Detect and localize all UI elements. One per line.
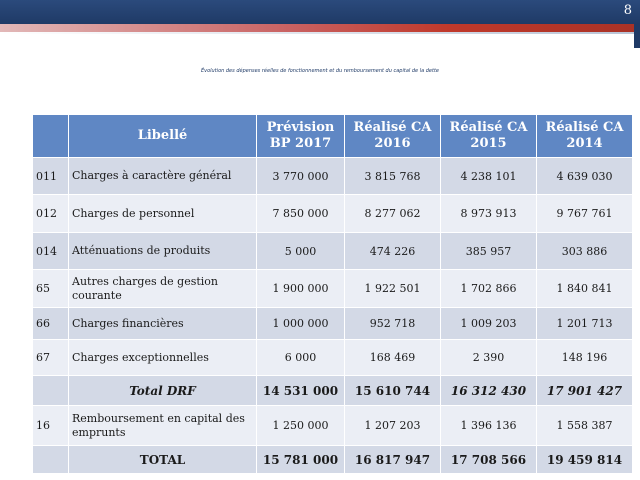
row-value-ca2015: 2 390 [441, 340, 537, 376]
total-bp2017: 15 781 000 [257, 446, 345, 474]
row-value-ca2014: 148 196 [537, 340, 633, 376]
row-value-ca2015: 1 702 866 [441, 270, 537, 308]
table-row [33, 340, 633, 376]
row-label: Charges à caractère général [69, 158, 257, 195]
row-label: Autres charges de gestion courante [69, 270, 257, 308]
row-value-bp2017: 5 000 [257, 233, 345, 270]
table-row [33, 195, 633, 233]
row-value-bp2017: 7 850 000 [257, 195, 345, 233]
row-value-ca2016: 1 922 501 [345, 270, 441, 308]
row-code: 65 [33, 270, 69, 308]
total-ca2016: 16 817 947 [345, 446, 441, 474]
row-code: 011 [33, 158, 69, 195]
row-value-ca2016: 474 226 [345, 233, 441, 270]
header-ca-2016: Réalisé CA 2016 [345, 115, 441, 158]
row-value-ca2015: 4 238 101 [441, 158, 537, 195]
row-label: Charges exceptionnelles [69, 340, 257, 376]
row-code: 67 [33, 340, 69, 376]
row-value-bp2017: 3 770 000 [257, 158, 345, 195]
row-value-ca2014: 9 767 761 [537, 195, 633, 233]
row-code [33, 446, 69, 474]
total-label: TOTAL [69, 446, 257, 474]
total-drf-label: Total DRF [69, 376, 257, 406]
title-bar [0, 0, 640, 24]
table-row [33, 233, 633, 270]
total-drf-bp2017: 14 531 000 [257, 376, 345, 406]
row-label: Remboursement en capital des emprunts [69, 406, 257, 446]
slide-subtitle: Évolution des dépenses réelles de fonctionnement et du remboursement du capital de la dette [200, 68, 440, 74]
accent-stripe [0, 24, 640, 32]
row-value-ca2016: 168 469 [345, 340, 441, 376]
row-value-ca2016: 1 207 203 [345, 406, 441, 446]
row-label: Charges de personnel [69, 195, 257, 233]
row-code: 16 [33, 406, 69, 446]
total-drf-row [33, 376, 633, 406]
accent-line [0, 32, 640, 34]
row-label: Atténuations de produits [69, 233, 257, 270]
row-code [33, 376, 69, 406]
total-ca2015: 17 708 566 [441, 446, 537, 474]
expenses-table [32, 114, 633, 474]
table-header-row [33, 115, 633, 158]
row-value-ca2016: 952 718 [345, 308, 441, 340]
row-code: 014 [33, 233, 69, 270]
header-ca-2015: Réalisé CA 2015 [441, 115, 537, 158]
row-value-ca2014: 4 639 030 [537, 158, 633, 195]
total-drf-ca2016: 15 610 744 [345, 376, 441, 406]
table-row [33, 308, 633, 340]
row-code: 66 [33, 308, 69, 340]
header-code [33, 115, 69, 158]
slide-number: 8 [623, 3, 632, 18]
total-row [33, 446, 633, 474]
corner-decoration [634, 24, 640, 48]
header-ca-2014: Réalisé CA 2014 [537, 115, 633, 158]
row-value-ca2015: 385 957 [441, 233, 537, 270]
row-code: 012 [33, 195, 69, 233]
total-drf-ca2015: 16 312 430 [441, 376, 537, 406]
row-value-ca2015: 8 973 913 [441, 195, 537, 233]
row-label: Charges financières [69, 308, 257, 340]
row-value-ca2014: 1 201 713 [537, 308, 633, 340]
row-value-ca2015: 1 396 136 [441, 406, 537, 446]
table-row [33, 158, 633, 195]
header-bp-2017: Prévision BP 2017 [257, 115, 345, 158]
row-value-ca2015: 1 009 203 [441, 308, 537, 340]
row-value-ca2014: 1 558 387 [537, 406, 633, 446]
total-drf-ca2014: 17 901 427 [537, 376, 633, 406]
row-value-ca2016: 3 815 768 [345, 158, 441, 195]
header-libelle: Libellé [69, 115, 257, 158]
row-value-ca2016: 8 277 062 [345, 195, 441, 233]
row-value-ca2014: 1 840 841 [537, 270, 633, 308]
total-ca2014: 19 459 814 [537, 446, 633, 474]
table-row [33, 406, 633, 446]
row-value-bp2017: 1 000 000 [257, 308, 345, 340]
row-value-bp2017: 1 900 000 [257, 270, 345, 308]
row-value-bp2017: 1 250 000 [257, 406, 345, 446]
table-row [33, 270, 633, 308]
row-value-bp2017: 6 000 [257, 340, 345, 376]
row-value-ca2014: 303 886 [537, 233, 633, 270]
